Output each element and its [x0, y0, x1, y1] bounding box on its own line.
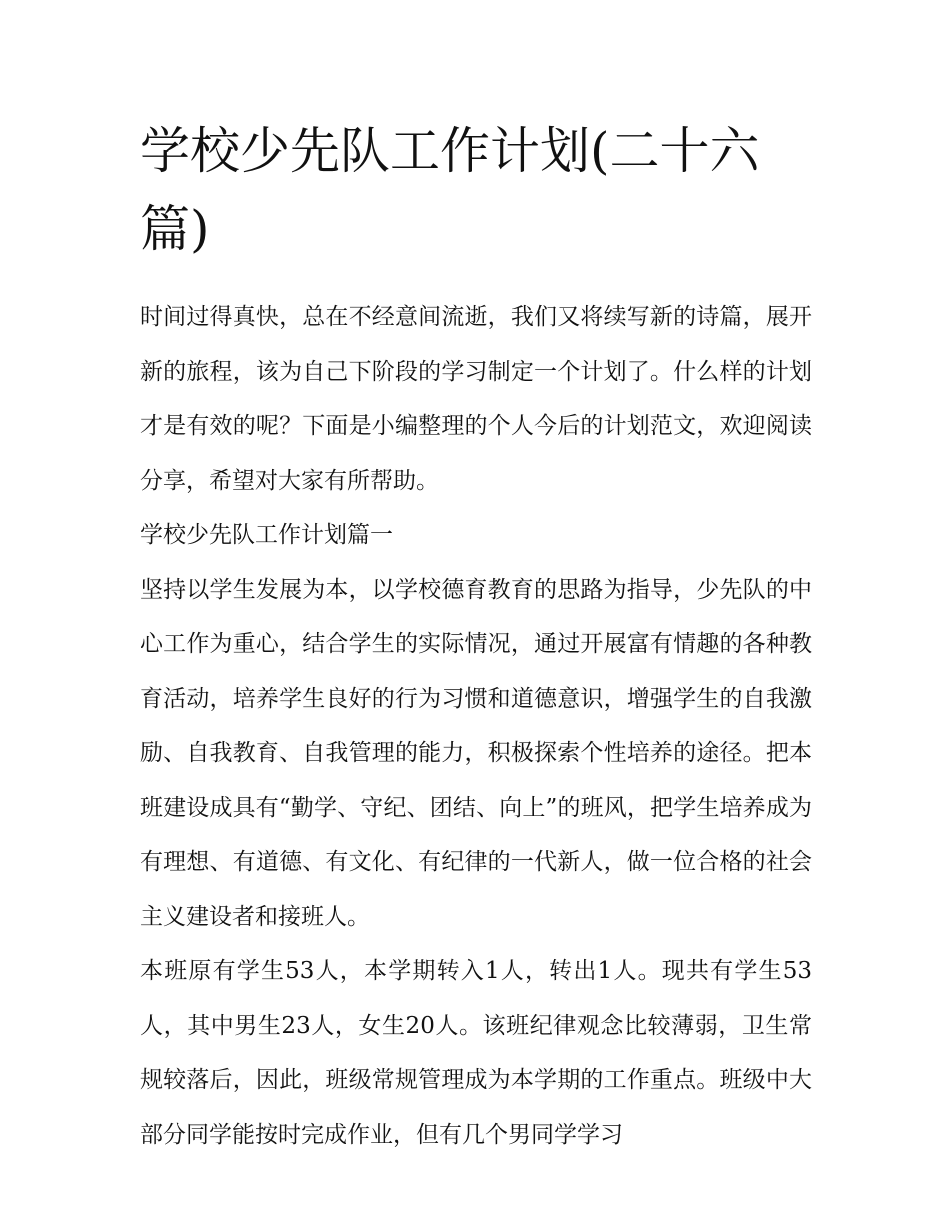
document-content [140, 112, 812, 1162]
section-heading: 学校少先队工作计划篇一 [140, 522, 393, 548]
body-paragraph-1: 坚持以学生发展为本，以学校德育教育的思路为指导，少先队的中心工作为重心，结合学生的实际情况，通过开展富有情趣的各种教育活动，培养学生良好的行为习惯和道德意识，增强学生的自我激励、自我教育、自我管理的能力，积极探索个性培养的途径。把本班建设成具有“勤学、守纪、团结、向上”的班风，把学生培养成为有理想、有道德、有文化、有纪律的一代新人，做一位合格的社会主义建设者和接班人。 [140, 576, 812, 930]
body-paragraph-2: 本班原有学生53人，本学期转入1人，转出1人。现共有学生53人，其中男生23人，女生20人。该班纪律观念比较薄弱，卫生常规较落后，因此，班级常规管理成为本学期的工作重点。班级中大部分同学能按时完成作业，但有几个男同学学习 [140, 958, 812, 1148]
intro-paragraph: 时间过得真快，总在不经意间流逝，我们又将续写新的诗篇，展开新的旅程，该为自己下阶段的学习制定一个计划了。什么样的计划才是有效的呢？下面是小编整理的个人今后的计划范文，欢迎阅读分享，希望对大家有所帮助。 [140, 304, 812, 494]
document-title: 学校少先队工作计划(二十六篇) [140, 122, 760, 258]
document-body [140, 290, 812, 1162]
